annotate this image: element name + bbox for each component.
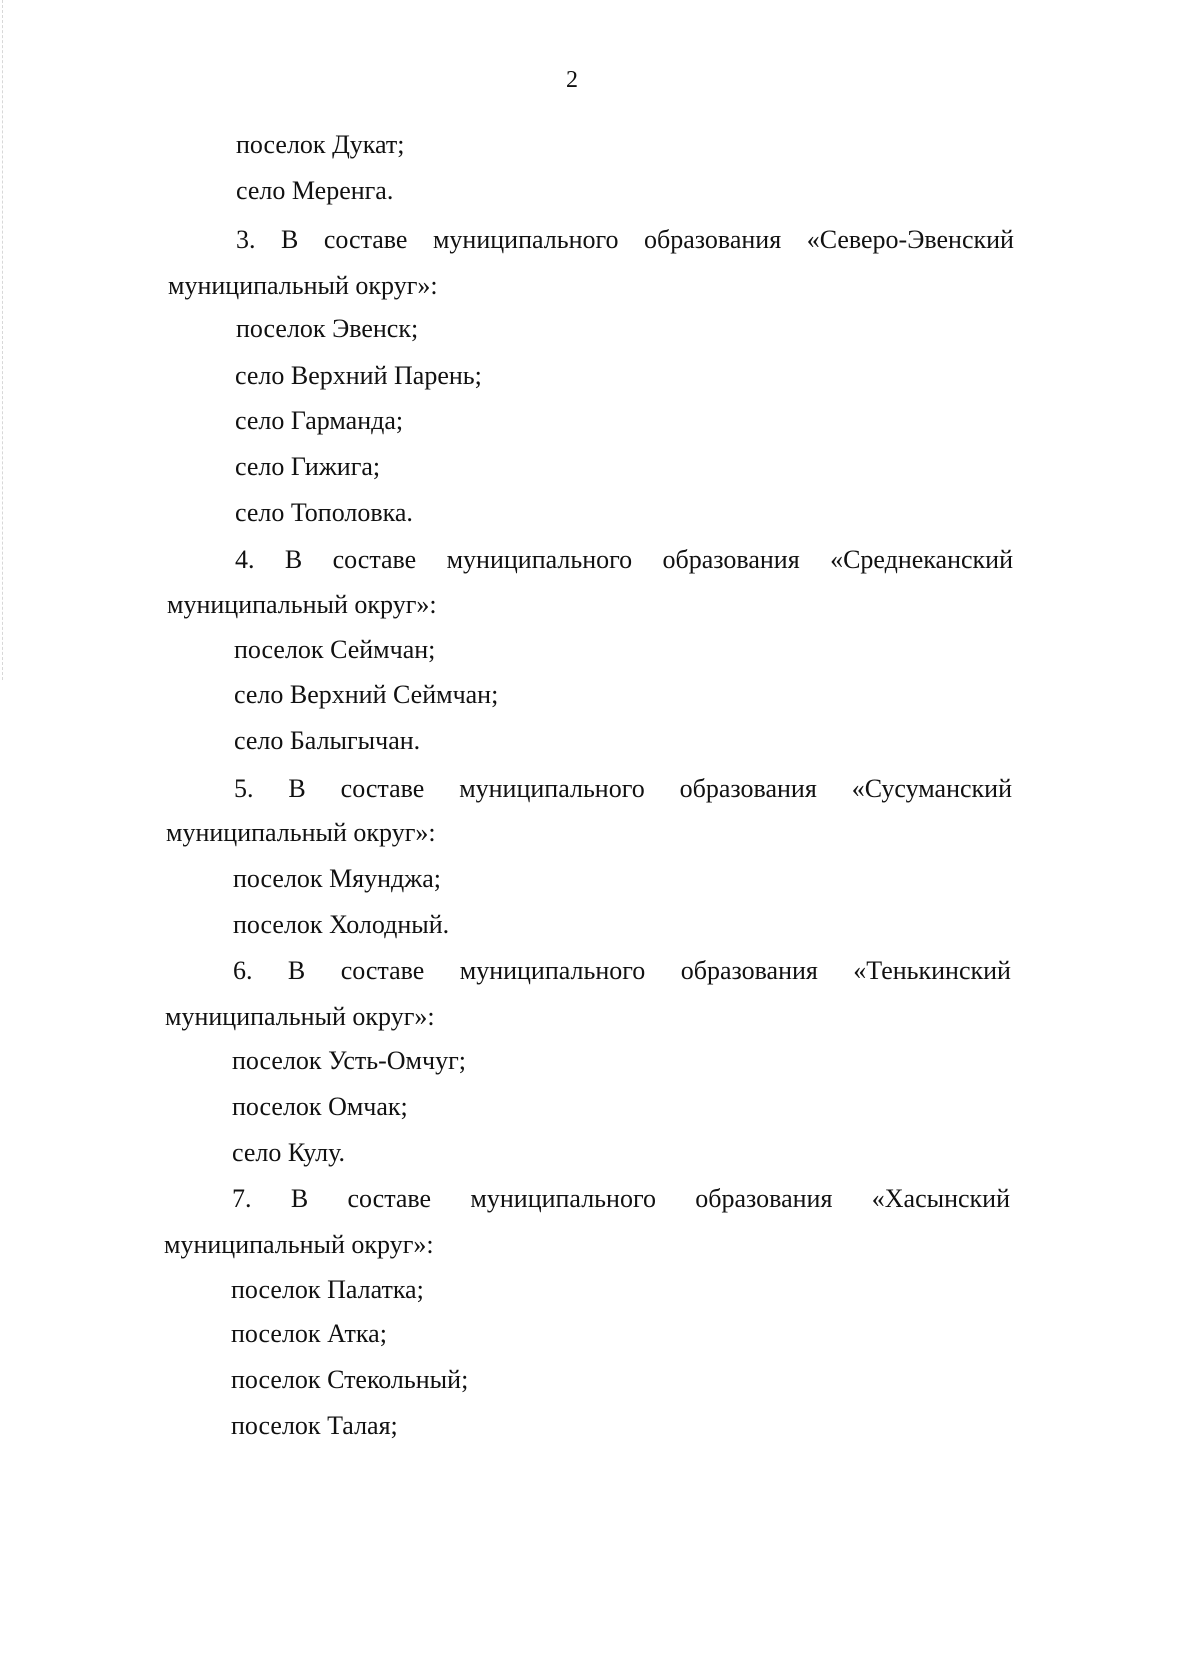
section-heading-continuation: муниципальный округ»: bbox=[165, 1002, 435, 1031]
list-item: село Балыгычан. bbox=[234, 726, 421, 755]
heading-word: В bbox=[287, 956, 306, 985]
list-item: поселок Омчак; bbox=[232, 1092, 408, 1121]
heading-word: муниципального bbox=[432, 225, 619, 254]
district-name: «Хасынский bbox=[871, 1184, 1010, 1213]
list-item: поселок Атка; bbox=[231, 1319, 387, 1348]
section-heading-continuation: муниципальный округ»: bbox=[168, 271, 438, 300]
heading-word: образования bbox=[662, 545, 800, 574]
heading-word: муниципального bbox=[470, 1184, 656, 1213]
list-item: село Гижига; bbox=[235, 452, 381, 481]
heading-word: муниципального bbox=[459, 774, 645, 803]
heading-word: образования bbox=[679, 774, 817, 803]
heading-word: составе bbox=[340, 956, 425, 985]
heading-word: муниципального bbox=[459, 956, 646, 985]
list-item: село Верхний Сеймчан; bbox=[234, 680, 499, 709]
heading-word: составе bbox=[323, 225, 408, 254]
heading-word: В bbox=[284, 545, 303, 574]
heading-word: составе bbox=[332, 545, 417, 574]
heading-word: В bbox=[290, 1184, 309, 1213]
heading-word: составе bbox=[347, 1184, 432, 1213]
heading-word: В bbox=[281, 225, 299, 254]
district-name: «Северо-Эвенский bbox=[806, 225, 1014, 254]
section-number: 3. bbox=[236, 225, 256, 254]
section-heading-line bbox=[233, 956, 1011, 986]
list-item: поселок Мяунджа; bbox=[233, 864, 442, 893]
list-item: поселок Стекольный; bbox=[231, 1365, 469, 1394]
list-item: поселок Талая; bbox=[231, 1411, 398, 1440]
list-item: село Верхний Парень; bbox=[235, 361, 482, 390]
list-item: село Кулу. bbox=[232, 1138, 345, 1167]
heading-word: составе bbox=[340, 774, 425, 803]
heading-word: муниципального bbox=[446, 545, 633, 574]
list-item: село Меренга. bbox=[236, 176, 394, 205]
section-number: 4. bbox=[235, 545, 255, 574]
section-heading-line bbox=[235, 545, 1013, 575]
list-item: поселок Холодный. bbox=[233, 910, 450, 939]
scan-edge-mark bbox=[2, 0, 3, 680]
district-name: «Среднеканский bbox=[830, 545, 1013, 574]
section-heading-line bbox=[232, 1184, 1010, 1214]
list-item: поселок Палатка; bbox=[231, 1275, 424, 1304]
heading-word: образования bbox=[695, 1184, 833, 1213]
heading-word: образования bbox=[644, 225, 782, 254]
section-heading-continuation: муниципальный округ»: bbox=[167, 590, 437, 619]
district-name: «Тенькинский bbox=[853, 956, 1011, 985]
list-item: село Гарманда; bbox=[235, 406, 404, 435]
list-item: поселок Сеймчан; bbox=[234, 635, 436, 664]
heading-word: образования bbox=[680, 956, 818, 985]
section-number: 7. bbox=[232, 1184, 252, 1213]
list-item: село Тополовка. bbox=[235, 498, 413, 527]
list-item: поселок Дукат; bbox=[236, 130, 405, 159]
heading-word: В bbox=[288, 774, 306, 803]
section-heading-continuation: муниципальный округ»: bbox=[164, 1230, 434, 1259]
section-number: 6. bbox=[233, 956, 253, 985]
list-item: поселок Эвенск; bbox=[236, 314, 419, 343]
section-heading-line bbox=[236, 225, 1014, 255]
district-name: «Сусуманский bbox=[851, 774, 1012, 803]
page-number: 2 bbox=[566, 67, 578, 93]
section-heading-line bbox=[234, 774, 1012, 804]
section-number: 5. bbox=[234, 774, 254, 803]
list-item: поселок Усть-Омчуг; bbox=[232, 1046, 466, 1075]
section-heading-continuation: муниципальный округ»: bbox=[166, 818, 436, 847]
